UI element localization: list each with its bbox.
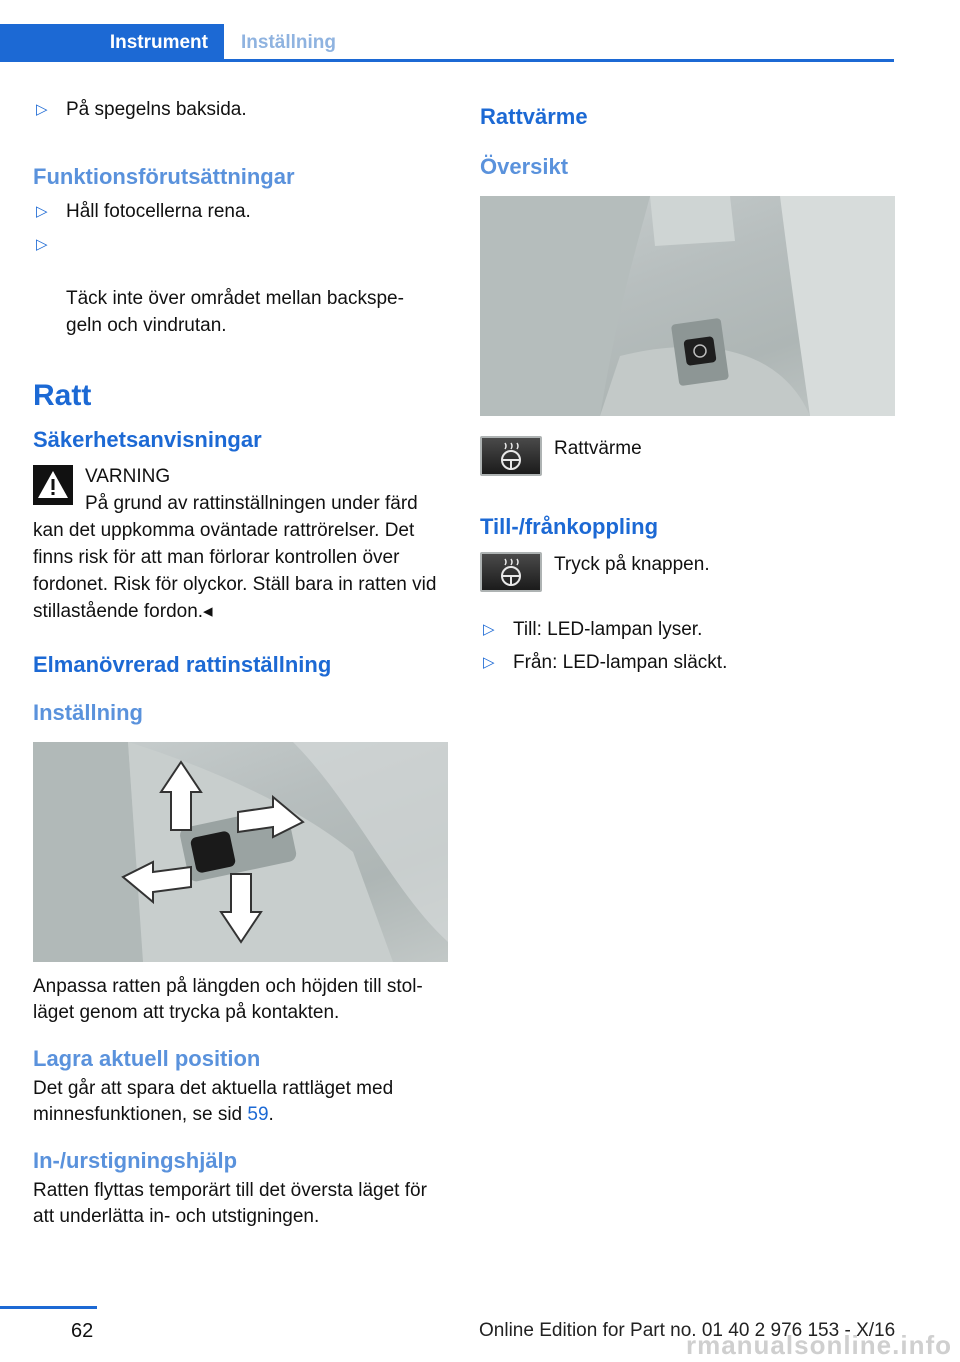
setting-text: Anpassa ratten på längden och höjden till stol‐ läget genom att trycka på kontakten.	[33, 976, 423, 1023]
heading-steering-heat: Rattvärme	[480, 104, 588, 129]
triangle-right-icon: ▷	[36, 203, 48, 220]
list-item	[33, 231, 448, 339]
warning-title: VARNING	[85, 466, 171, 487]
steering-column-illustration	[480, 196, 895, 416]
triangle-right-icon: ▷	[483, 654, 495, 671]
right-column	[480, 96, 895, 676]
tab-instrument[interactable]: Instrument	[0, 24, 224, 62]
steering-wheel-heat-button[interactable]	[480, 552, 542, 592]
heading-electric-adjust: Elmanövrerad rattinställning	[33, 652, 332, 677]
warning-block	[33, 463, 448, 625]
entry-text: Ratten flyttas temporärt till det översta läget för att underlätta in- och utstigningen.	[33, 1180, 427, 1227]
heading-safety: Säkerhetsanvisningar	[33, 427, 262, 452]
triangle-right-icon: ▷	[36, 101, 48, 118]
steering-adjust-illustration	[33, 742, 448, 962]
steering-wheel-heat-icon	[480, 436, 542, 476]
list-item-text: Håll fotocellerna rena.	[66, 201, 251, 222]
warning-text: På grund av rattinställningen under färd kan det uppkomma oväntade rattrörelser. Det finns risk för att man förlorar kontrollen över fordonet. Risk för olyckor. Ställ bara in ratten vid stillastående fordon.◂	[33, 493, 437, 622]
edition-text: Online Edition for Part no. 01 40 2 976 153 - X/16	[479, 1320, 896, 1341]
heading-entry-help: In-/urstigningshjälp	[33, 1148, 238, 1173]
list-item-text: Täck inte över området mellan backspe‐ geln och vindrutan.	[66, 288, 404, 336]
list-item	[33, 198, 448, 225]
page-number: 62	[71, 1320, 94, 1342]
store-text-main: Det går att spara det aktuella rattläget med minnesfunktionen, se sid	[33, 1078, 394, 1125]
list-item	[480, 616, 895, 643]
triangle-right-icon: ▷	[36, 236, 48, 253]
warning-triangle-icon	[33, 465, 73, 505]
steering-adjust-photo	[33, 742, 448, 962]
triangle-right-icon: ▷	[483, 621, 495, 638]
list-item	[33, 96, 448, 123]
list-item-text: Till: LED-lampan lyser.	[513, 619, 703, 640]
left-column	[33, 96, 448, 1230]
store-text	[33, 1076, 448, 1128]
heading-on-off: Till-/frånkoppling	[480, 514, 659, 539]
heading-overview: Översikt	[480, 154, 569, 179]
heading-prerequisites: Funktionsförutsättningar	[33, 164, 295, 189]
icon-legend-row	[480, 436, 895, 476]
header-rule	[0, 59, 894, 62]
footer-rule	[0, 1306, 97, 1309]
list-item-text: Från: LED-lampan släckt.	[513, 652, 728, 673]
store-text-end: .	[268, 1104, 274, 1125]
press-text: Tryck på knappen.	[554, 554, 710, 575]
header-bar	[0, 24, 894, 62]
list-item	[480, 649, 895, 676]
watermark: rmanualsonline.info	[685, 1330, 952, 1360]
heading-setting: Inställning	[33, 700, 143, 725]
tab-installning[interactable]: Inställning	[241, 32, 336, 53]
section-title-ratt: Ratt	[33, 379, 92, 412]
steering-heat-photo	[480, 196, 895, 416]
icon-label: Rattvärme	[554, 438, 642, 459]
heading-store-position: Lagra aktuell position	[33, 1046, 261, 1071]
page-link-59[interactable]: 59	[247, 1104, 269, 1125]
press-row	[480, 552, 895, 592]
list-item-text: På spegelns baksida.	[66, 99, 247, 120]
